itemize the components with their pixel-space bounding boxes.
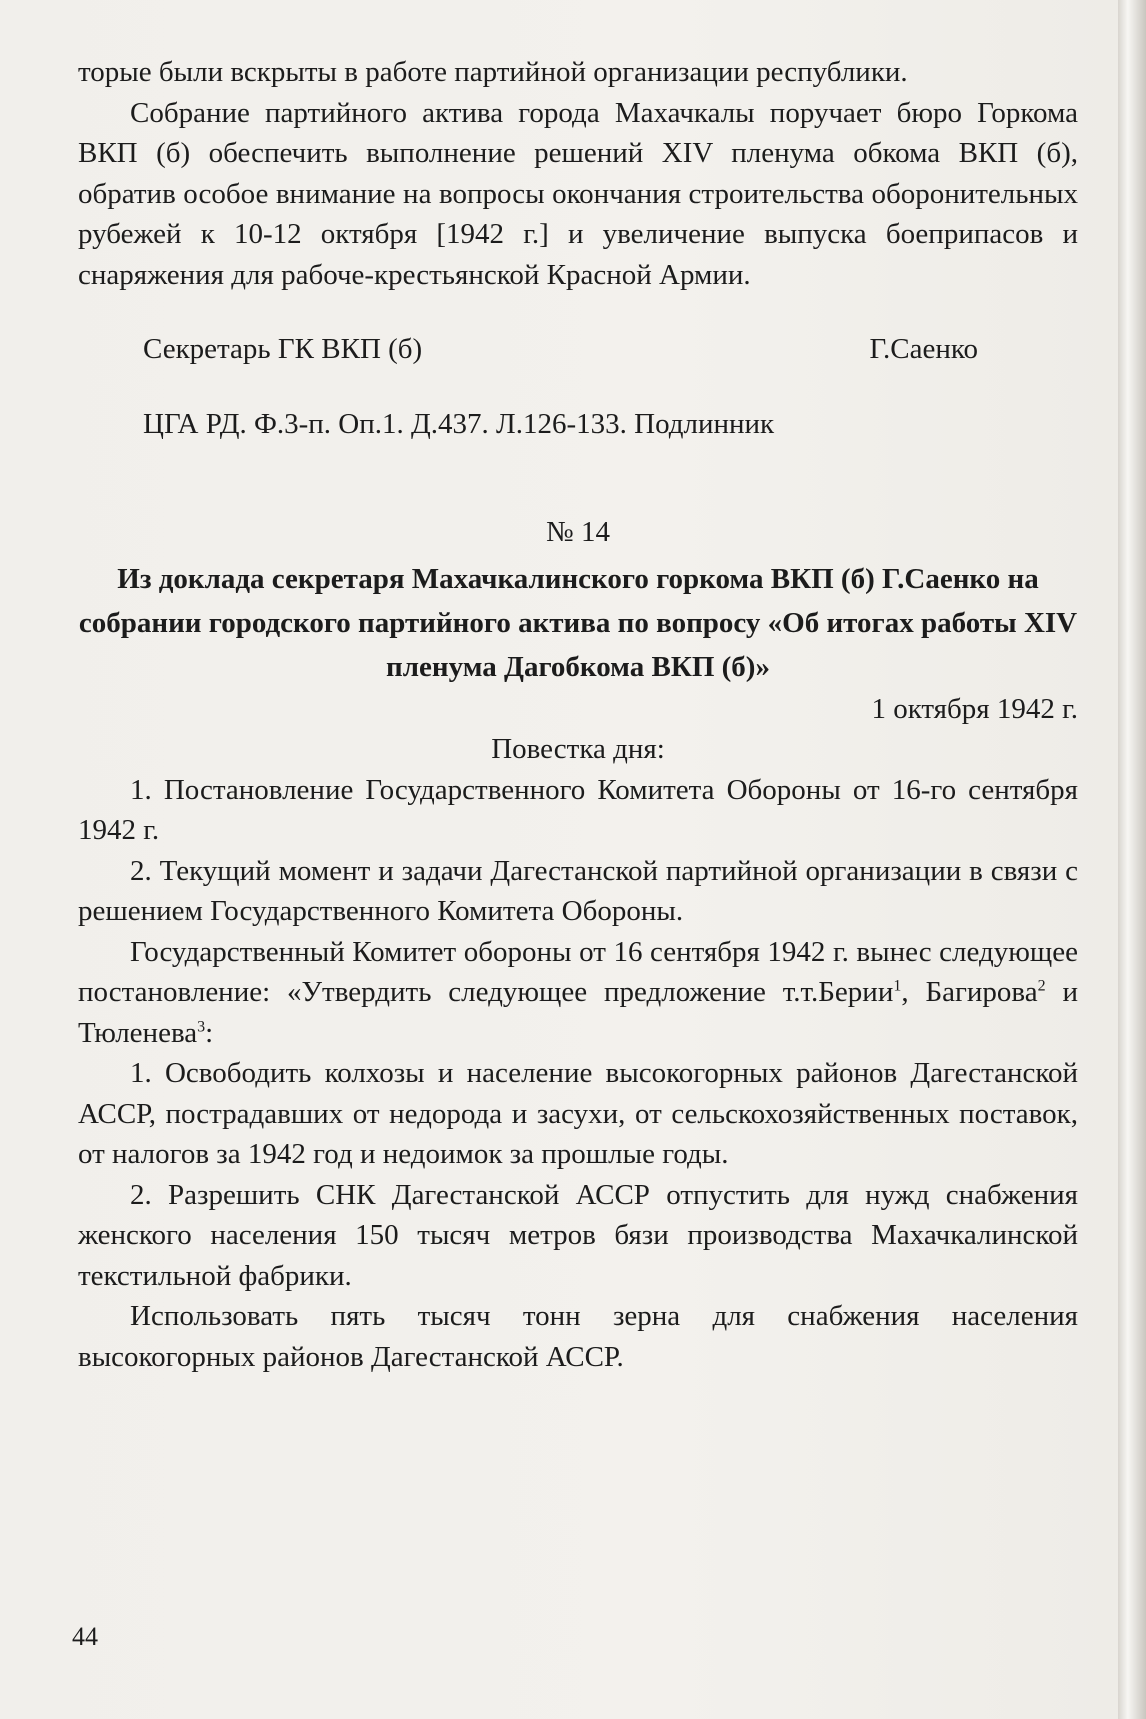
intro-colon: : xyxy=(205,1016,214,1049)
page-number: 44 xyxy=(72,1622,98,1651)
page-content xyxy=(78,52,1078,1377)
signature-name: Г.Саенко xyxy=(869,333,978,365)
resolution-paragraph: Собрание партийного актива города Махачкалы поручает бюро Горкома ВКП (б) обеспечить выполнение решений XIV пленума обкома ВКП (б), обратив особое внимание на вопросы окончания строительства оборонительных рубежей к 10-12 октября [1942 г.] и увеличение выпуска боеприпасов и снаряжения для рабоче-крестьянской Красной Армии. xyxy=(78,96,1078,291)
name-bagirov: , Багирова xyxy=(901,976,1038,1008)
document-title: Из доклада секретаря Махачкалинского горкома ВКП (б) Г.Саенко на собрании городского партийного актива по вопросу «Об итогах работы XIV пленума Дагобкома ВКП (б)» xyxy=(78,562,1078,683)
footnote-2: 2 xyxy=(1037,977,1046,995)
signature-block xyxy=(78,329,1078,370)
agenda-title: Повестка дня: xyxy=(491,733,665,765)
signature-title: Секретарь ГК ВКП (б) xyxy=(143,333,423,365)
book-page-edge xyxy=(1118,0,1146,1719)
agenda-item-1: 1. Постановление Государственного Комитета Обороны от 16-го сентября 1942 г. xyxy=(78,773,1078,846)
grain-paragraph: Использовать пять тысяч тонн зерна для снабжения населения высокогорных районов Дагестанской АССР. xyxy=(78,1300,1078,1373)
resolution-point-2: 2. Разрешить СНК Дагестанской АССР отпустить для нужд снабжения женского населения 150 тысяч метров бязи производства Махачкалинской текстильной фабрики. xyxy=(78,1178,1078,1292)
resolution-point-1: 1. Освободить колхозы и население высокогорных районов Дагестанской АССР, пострадавших от недорода и засухи, от сельскохозяйственных поставок, от налогов за 1942 год и недоимок за прошлые годы. xyxy=(78,1057,1078,1170)
name-tyulenev: и Тюленева xyxy=(78,976,1078,1049)
gko-intro-text: Государственный Комитет обороны от 16 сентября 1942 г. вынес следующее постановление: «Утвердить следующее предложение т.т.Берии xyxy=(78,935,1078,1008)
gko-resolution-intro xyxy=(78,932,1078,1054)
agenda-item-2: 2. Текущий момент и задачи Дагестанской партийной организации в связи с решением Государственного Комитета Обороны. xyxy=(78,854,1078,927)
archive-reference: ЦГА РД. Ф.3-п. Оп.1. Д.437. Л.126-133. Подлинник xyxy=(143,407,775,440)
footnote-3: 3 xyxy=(197,1017,206,1035)
footnote-1: 1 xyxy=(893,977,902,995)
continuation-paragraph: торые были вскрыты в работе партийной организации республики. xyxy=(78,56,908,88)
document-number: № 14 xyxy=(546,516,610,548)
document-date: 1 октября 1942 г. xyxy=(871,692,1078,725)
